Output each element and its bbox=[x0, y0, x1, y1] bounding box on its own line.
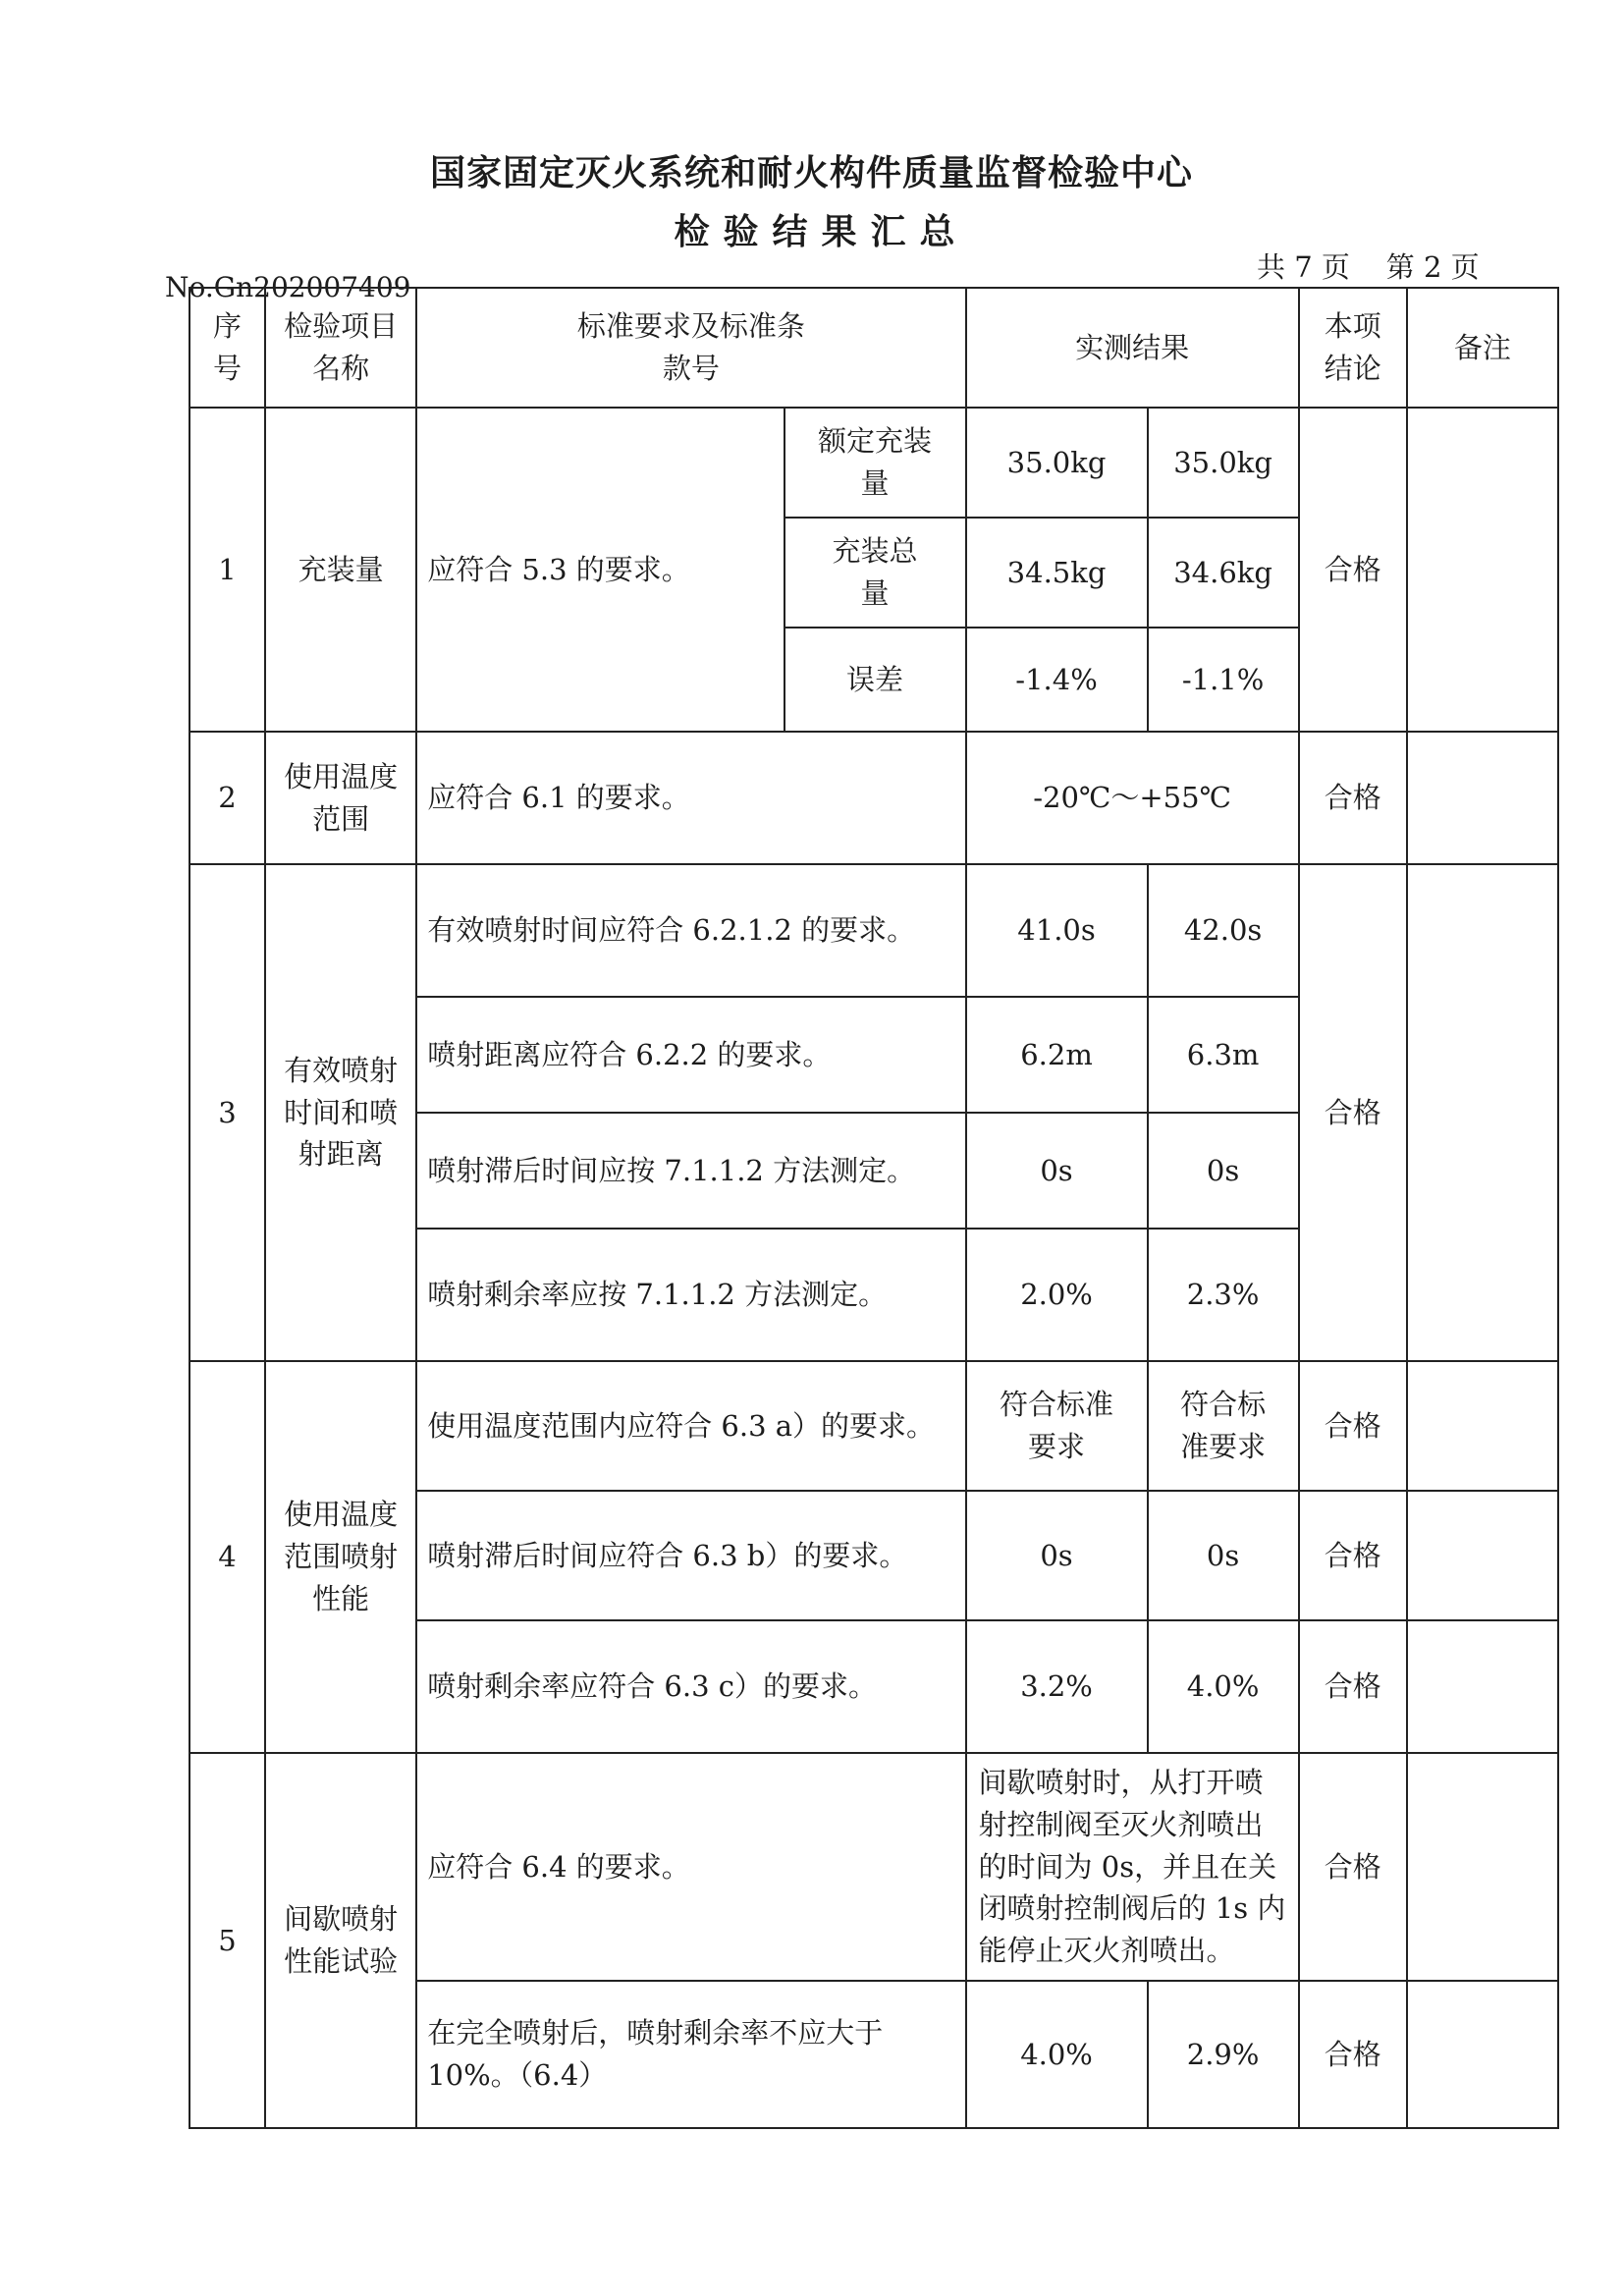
header-conclusion: 本项结论 bbox=[1299, 288, 1407, 408]
row3-c-standard: 喷射滞后时间应按 7.1.1.2 方法测定。 bbox=[416, 1113, 965, 1229]
row2-remark bbox=[1407, 732, 1558, 864]
row3-seq: 3 bbox=[189, 864, 265, 1361]
page-info bbox=[1257, 246, 1480, 286]
row4-b-conclusion: 合格 bbox=[1299, 1491, 1407, 1620]
row5-a-standard: 应符合 6.4 的要求。 bbox=[416, 1753, 965, 1981]
row2-result: -20℃～+55℃ bbox=[966, 732, 1299, 864]
table-row bbox=[189, 1753, 1558, 1981]
row1-sub3-value2: -1.1% bbox=[1148, 628, 1299, 732]
row1-remark bbox=[1407, 408, 1558, 732]
row2-seq: 2 bbox=[189, 732, 265, 864]
row4-a-conclusion: 合格 bbox=[1299, 1361, 1407, 1491]
row3-a-value2: 42.0s bbox=[1148, 864, 1299, 997]
row1-item: 充装量 bbox=[265, 408, 416, 732]
row4-a-standard: 使用温度范围内应符合 6.3 a）的要求。 bbox=[416, 1361, 965, 1491]
header-result: 实测结果 bbox=[966, 288, 1299, 408]
row5-b-standard: 在完全喷射后，喷射剩余率不应大于 10%。（6.4） bbox=[416, 1981, 965, 2128]
row4-c-value1: 3.2% bbox=[966, 1620, 1148, 1753]
row4-a-remark bbox=[1407, 1361, 1558, 1491]
row5-b-remark bbox=[1407, 1981, 1558, 2128]
row5-seq: 5 bbox=[189, 1753, 265, 2128]
row3-d-value1: 2.0% bbox=[966, 1229, 1148, 1361]
row1-sub3-value1: -1.4% bbox=[966, 628, 1148, 732]
table-row bbox=[189, 1361, 1558, 1491]
row4-seq: 4 bbox=[189, 1361, 265, 1753]
results-table bbox=[189, 287, 1559, 2129]
row4-c-value2: 4.0% bbox=[1148, 1620, 1299, 1753]
table-row bbox=[189, 408, 1558, 518]
row4-b-value2: 0s bbox=[1148, 1491, 1299, 1620]
row1-sub1-value2: 35.0kg bbox=[1148, 408, 1299, 518]
row4-a-value2: 符合标准要求 bbox=[1148, 1361, 1299, 1491]
header-item: 检验项目名称 bbox=[265, 288, 416, 408]
report-title: 国家固定灭火系统和耐火构件质量监督检验中心 bbox=[429, 153, 1193, 193]
row3-conclusion: 合格 bbox=[1299, 864, 1407, 1361]
header-remark: 备注 bbox=[1407, 288, 1558, 408]
row3-item: 有效喷射时间和喷射距离 bbox=[265, 864, 416, 1361]
row1-sub1-label: 额定充装量 bbox=[784, 408, 966, 518]
row5-a-result: 间歇喷射时，从打开喷射控制阀至灭火剂喷出的时间为 0s，并且在关闭喷射控制阀后的 1s 内能停止灭火剂喷出。 bbox=[966, 1753, 1299, 1981]
table-row bbox=[189, 864, 1558, 997]
row1-sub1-value1: 35.0kg bbox=[966, 408, 1148, 518]
row1-seq: 1 bbox=[189, 408, 265, 732]
report-subtitle: 检验结果汇总 bbox=[674, 212, 969, 252]
row4-b-remark bbox=[1407, 1491, 1558, 1620]
row3-d-value2: 2.3% bbox=[1148, 1229, 1299, 1361]
row3-a-value1: 41.0s bbox=[966, 864, 1148, 997]
row4-b-value1: 0s bbox=[966, 1491, 1148, 1620]
row1-sub3-label: 误差 bbox=[784, 628, 966, 732]
row1-sub2-value2: 34.6kg bbox=[1148, 518, 1299, 628]
row5-item: 间歇喷射性能试验 bbox=[265, 1753, 416, 2128]
row1-sub2-value1: 34.5kg bbox=[966, 518, 1148, 628]
row4-c-remark bbox=[1407, 1620, 1558, 1753]
row3-c-value2: 0s bbox=[1148, 1113, 1299, 1229]
row2-standard: 应符合 6.1 的要求。 bbox=[416, 732, 965, 864]
row4-a-value1: 符合标准要求 bbox=[966, 1361, 1148, 1491]
row5-a-remark bbox=[1407, 1753, 1558, 1981]
row5-b-conclusion: 合格 bbox=[1299, 1981, 1407, 2128]
row2-conclusion: 合格 bbox=[1299, 732, 1407, 864]
row5-a-conclusion: 合格 bbox=[1299, 1753, 1407, 1981]
row5-b-value2: 2.9% bbox=[1148, 1981, 1299, 2128]
row4-c-conclusion: 合格 bbox=[1299, 1620, 1407, 1753]
row4-item: 使用温度范围喷射性能 bbox=[265, 1361, 416, 1753]
row1-conclusion: 合格 bbox=[1299, 408, 1407, 732]
row3-b-value1: 6.2m bbox=[966, 997, 1148, 1113]
row3-d-standard: 喷射剩余率应按 7.1.1.2 方法测定。 bbox=[416, 1229, 965, 1361]
header-standard: 标准要求及标准条款号 bbox=[416, 288, 965, 408]
current-page: 第 2 页 bbox=[1385, 250, 1480, 284]
row5-b-value1: 4.0% bbox=[966, 1981, 1148, 2128]
row1-sub2-label: 充装总量 bbox=[784, 518, 966, 628]
row1-standard: 应符合 5.3 的要求。 bbox=[416, 408, 784, 732]
row3-remark bbox=[1407, 864, 1558, 1361]
row4-c-standard: 喷射剩余率应符合 6.3 c）的要求。 bbox=[416, 1620, 965, 1753]
row2-item: 使用温度范围 bbox=[265, 732, 416, 864]
header-seq: 序号 bbox=[189, 288, 265, 408]
row3-c-value1: 0s bbox=[966, 1113, 1148, 1229]
table-header-row bbox=[189, 288, 1558, 408]
row3-a-standard: 有效喷射时间应符合 6.2.1.2 的要求。 bbox=[416, 864, 965, 997]
row4-b-standard: 喷射滞后时间应符合 6.3 b）的要求。 bbox=[416, 1491, 965, 1620]
total-pages: 共 7 页 bbox=[1257, 250, 1350, 284]
row3-b-standard: 喷射距离应符合 6.2.2 的要求。 bbox=[416, 997, 965, 1113]
document-number: No.Gn202007409 bbox=[165, 271, 411, 303]
row3-b-value2: 6.3m bbox=[1148, 997, 1299, 1113]
table-row bbox=[189, 732, 1558, 864]
